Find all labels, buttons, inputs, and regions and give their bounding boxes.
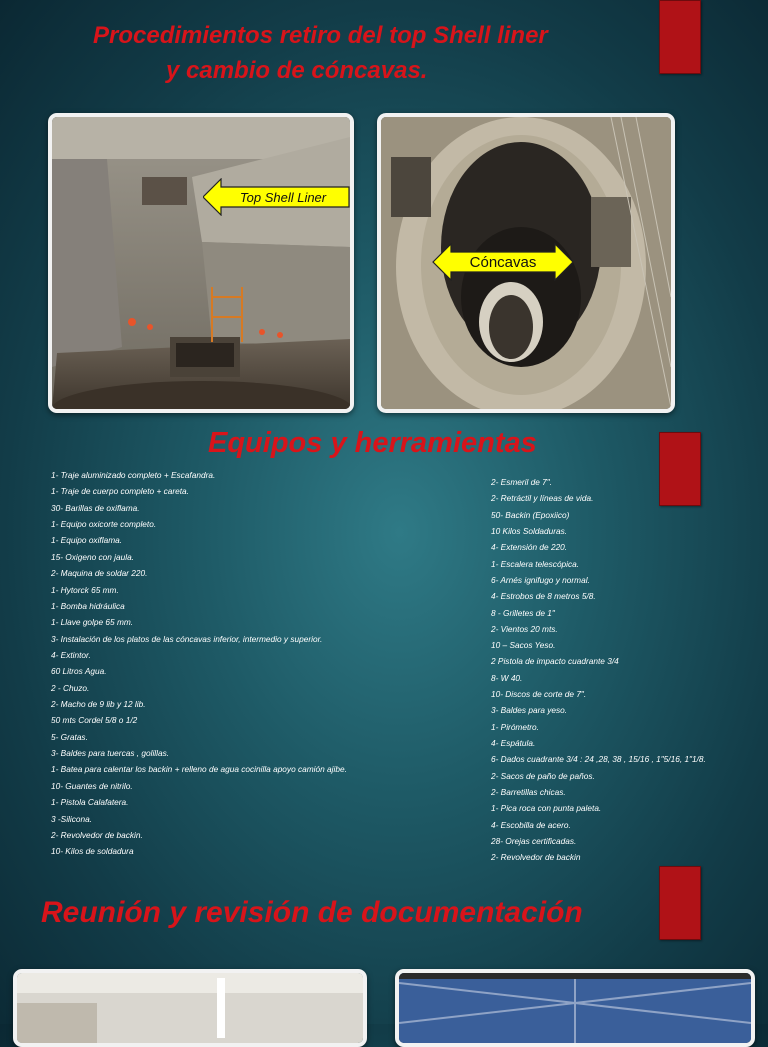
- equipment-item: 2- Revolvedor de backin.: [51, 829, 143, 840]
- equipment-item: 2- Sacos de paño de paños.: [491, 770, 595, 781]
- equipment-item: 5- Gratas.: [51, 731, 88, 742]
- equipment-item: 1- Hytorck 65 mm.: [51, 584, 119, 595]
- equipment-item: 4- Estrobos de 8 metros 5/8.: [491, 591, 596, 602]
- page-title-line1: Procedimientos retiro del top Shell liner: [93, 22, 548, 49]
- top-shell-liner-label: Top Shell Liner: [239, 189, 327, 205]
- equipment-item: 2- Macho de 9 lib y 12 lib.: [51, 699, 146, 710]
- equipment-item: 4- Espátula.: [491, 738, 536, 748]
- equipment-item: 10 – Sacos Yeso.: [491, 640, 556, 651]
- equipment-item: 28- Orejas certificadas.: [491, 835, 577, 846]
- equipment-item: 1- Traje aluminizado completo + Escafandra.: [51, 470, 216, 480]
- equipment-item: 1- Llave golpe 65 mm.: [51, 617, 134, 628]
- photo-meeting-right: [395, 969, 755, 1047]
- equipment-item: 4- Escobilla de acero.: [491, 819, 571, 830]
- equipment-item: 2 - Chuzo.: [51, 682, 90, 693]
- equipment-item: 3- Baldes para tuercas , golillas.: [51, 748, 170, 759]
- red-accent-bar-top: [659, 0, 701, 74]
- equipment-item: 1- Pirómetro.: [491, 721, 539, 732]
- equipment-item: 6- Arnés ignifugo y normal.: [491, 574, 590, 585]
- equipment-item: 2- Maquina de soldar 220.: [51, 568, 148, 579]
- equipment-item: 1- Batea para calentar los backin + relleno de agua cocinilla apoyo camión ajibe.: [51, 764, 347, 775]
- equipment-item: 3 -Silicona.: [51, 813, 93, 824]
- equipment-item: 2- Vientos 20 mts.: [491, 623, 558, 634]
- meeting-right-image: [399, 973, 751, 1043]
- photo-meeting-left: [13, 969, 367, 1047]
- equipment-item: 2- Barretillas chicas.: [491, 786, 566, 797]
- equipment-item: 8- W 40.: [491, 672, 523, 683]
- photo-top-shell-liner: [48, 113, 354, 413]
- equipment-item: 2- Esmeril de 7".: [491, 477, 553, 487]
- page-title-line2: y cambio de cóncavas.: [166, 57, 428, 84]
- equipment-item: 2 Pistola de impacto cuadrante 3/4: [491, 656, 619, 667]
- equipment-item: 1- Equipo oxiflama.: [51, 535, 123, 546]
- equipment-item: 15- Oxigeno con jaula.: [51, 551, 135, 562]
- equipment-item: 50- Backin (Epoxiico): [491, 509, 570, 520]
- equipment-item: 60 Litros Agua.: [51, 666, 107, 677]
- equipment-list-right: [491, 474, 706, 866]
- equipment-item: 8 - Grilletes de 1": [491, 607, 555, 618]
- equipment-item: 2- Retráctil y líneas de vida.: [491, 493, 594, 504]
- equipment-item: 50 mts Cordel 5/8 o 1/2: [51, 715, 138, 726]
- equipment-item: 10- Guantes de nitrilo.: [51, 780, 133, 791]
- equipment-item: 3- Instalación de los platos de las cóncavas inferior, intermedio y superior.: [51, 633, 323, 644]
- equipment-item: 6- Dados cuadrante 3/4 : 24 ,28, 38 , 15/16 , 1"5/16, 1"1/8.: [491, 754, 706, 765]
- equipment-item: 1- Pica roca con punta paleta.: [491, 803, 602, 814]
- equipment-item: 2- Revolvedor de backin: [491, 852, 581, 863]
- equipment-item: 10 Kilos Soldaduras.: [491, 525, 568, 536]
- meeting-title: Reunión y revisión de documentación: [41, 896, 583, 929]
- equipment-item: 1- Traje de cuerpo completo + careta.: [51, 486, 189, 497]
- equipment-item: 10- Discos de corte de 7".: [491, 689, 587, 700]
- equipment-item: 30- Barillas de oxiflama.: [51, 502, 140, 513]
- equipment-item: 1- Escalera telescópica.: [491, 558, 580, 569]
- concavas-callout: [432, 243, 574, 281]
- equipment-title: Equipos y herramientas: [208, 427, 537, 459]
- equipment-item: 1- Pistola Calafatera.: [51, 797, 129, 808]
- equipment-item: 4- Extensión de 220.: [491, 542, 568, 553]
- top-shell-liner-image: [52, 117, 350, 409]
- red-accent-bar-bottom: [659, 866, 701, 940]
- equipment-item: 4- Extintor.: [51, 649, 91, 660]
- meeting-left-image: [17, 973, 363, 1043]
- equipment-item: 1- Equipo oxicorte completo.: [51, 519, 157, 530]
- concavas-label: Cóncavas: [469, 253, 537, 271]
- equipment-item: 10- Kilos de soldadura: [51, 846, 134, 857]
- equipment-item: 3- Baldes para yeso.: [491, 705, 568, 716]
- top-shell-liner-callout: [203, 178, 351, 216]
- equipment-list-left: [51, 467, 347, 860]
- equipment-item: 1- Bomba hidráulica: [51, 600, 125, 611]
